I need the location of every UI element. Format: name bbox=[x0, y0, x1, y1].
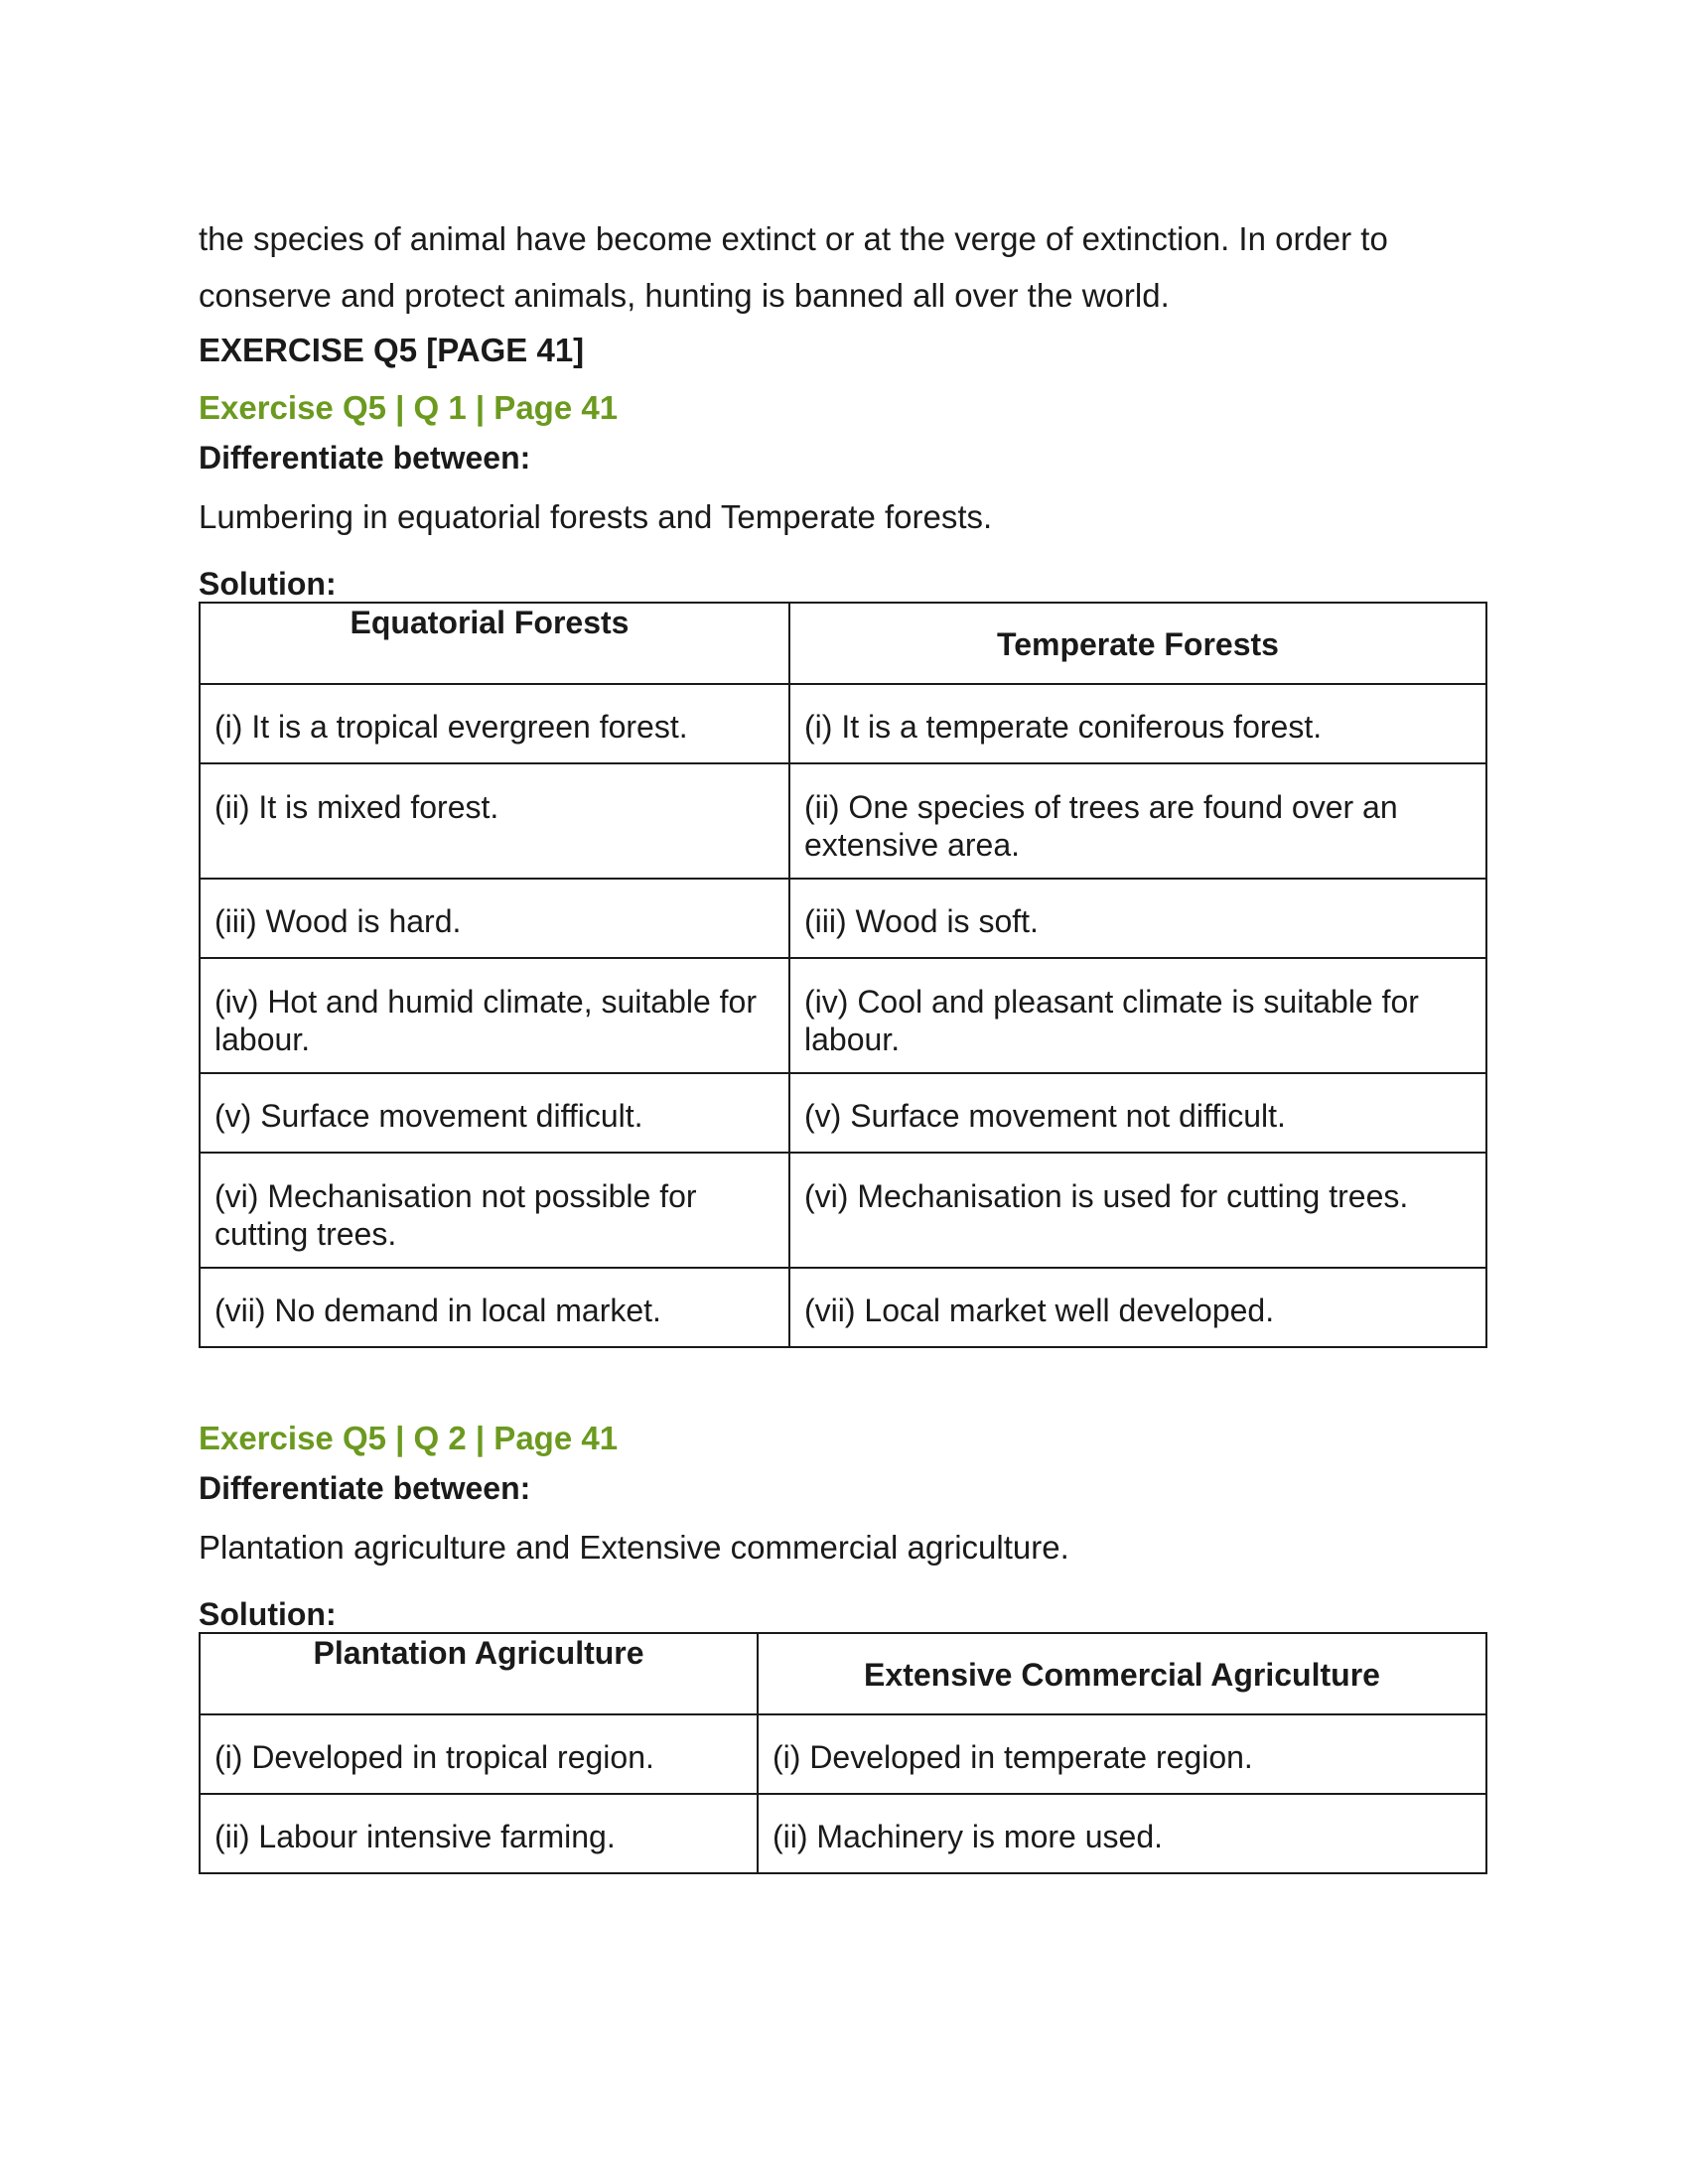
table-cell: (vi) Mechanisation is used for cutting trees. bbox=[789, 1153, 1486, 1268]
table-cell: (i) It is a temperate coniferous forest. bbox=[789, 684, 1486, 763]
table-cell: (iii) Wood is hard. bbox=[200, 879, 789, 958]
question-text: Plantation agriculture and Extensive commercial agriculture. bbox=[199, 1529, 1069, 1566]
intro-line: conserve and protect animals, hunting is banned all over the world. bbox=[199, 277, 1170, 314]
document-page bbox=[199, 210, 1485, 1874]
table-row bbox=[200, 879, 1486, 958]
question-title: Exercise Q5 | Q 1 | Page 41 bbox=[199, 389, 619, 426]
exercise-heading: EXERCISE Q5 [PAGE 41] bbox=[199, 332, 585, 368]
table-row bbox=[200, 1794, 1486, 1873]
header-text: Equatorial Forests bbox=[350, 605, 630, 640]
table-row bbox=[200, 1153, 1486, 1268]
table-row bbox=[200, 1073, 1486, 1153]
table-cell: (vi) Mechanisation not possible for cutting trees. bbox=[200, 1153, 789, 1268]
question-1 bbox=[199, 383, 1485, 1348]
header-text: Temperate Forests bbox=[997, 626, 1279, 662]
table-row bbox=[200, 763, 1486, 879]
intro-paragraph bbox=[199, 210, 1485, 324]
table-cell: (iv) Hot and humid climate, suitable for labour. bbox=[200, 958, 789, 1073]
table-cell: (ii) Labour intensive farming. bbox=[200, 1794, 758, 1873]
table-cell: (iv) Cool and pleasant climate is suitable for labour. bbox=[789, 958, 1486, 1073]
header-text: Extensive Commercial Agriculture bbox=[864, 1657, 1380, 1693]
question-text: Lumbering in equatorial forests and Temperate forests. bbox=[199, 498, 993, 535]
table-cell: (iii) Wood is soft. bbox=[789, 879, 1486, 958]
table-cell: (v) Surface movement difficult. bbox=[200, 1073, 789, 1153]
table-cell: (v) Surface movement not difficult. bbox=[789, 1073, 1486, 1153]
table-row bbox=[200, 684, 1486, 763]
table-row bbox=[200, 1714, 1486, 1794]
table-row bbox=[200, 958, 1486, 1073]
solution-label: Solution: bbox=[199, 1596, 337, 1632]
table-cell: (i) Developed in tropical region. bbox=[200, 1714, 758, 1794]
question-label: Differentiate between: bbox=[199, 1470, 531, 1506]
comparison-table bbox=[199, 1632, 1487, 1874]
question-2 bbox=[199, 1414, 1485, 1874]
table-header-cell bbox=[758, 1633, 1486, 1714]
table-cell: (vii) Local market well developed. bbox=[789, 1268, 1486, 1347]
solution-label: Solution: bbox=[199, 566, 337, 602]
table-cell: (ii) Machinery is more used. bbox=[758, 1794, 1486, 1873]
question-label: Differentiate between: bbox=[199, 440, 531, 476]
intro-line: the species of animal have become extinct or at the verge of extinction. In order to bbox=[199, 220, 1388, 257]
table-cell: (i) It is a tropical evergreen forest. bbox=[200, 684, 789, 763]
table-cell: (ii) It is mixed forest. bbox=[200, 763, 789, 879]
table-header-cell bbox=[200, 603, 789, 684]
comparison-table bbox=[199, 602, 1487, 1348]
table-header-cell bbox=[200, 1633, 758, 1714]
header-text: Plantation Agriculture bbox=[313, 1635, 644, 1671]
table-row bbox=[200, 1268, 1486, 1347]
table-cell: (i) Developed in temperate region. bbox=[758, 1714, 1486, 1794]
table-cell: (vii) No demand in local market. bbox=[200, 1268, 789, 1347]
table-cell: (ii) One species of trees are found over an extensive area. bbox=[789, 763, 1486, 879]
table-header-cell bbox=[789, 603, 1486, 684]
question-title: Exercise Q5 | Q 2 | Page 41 bbox=[199, 1420, 619, 1456]
